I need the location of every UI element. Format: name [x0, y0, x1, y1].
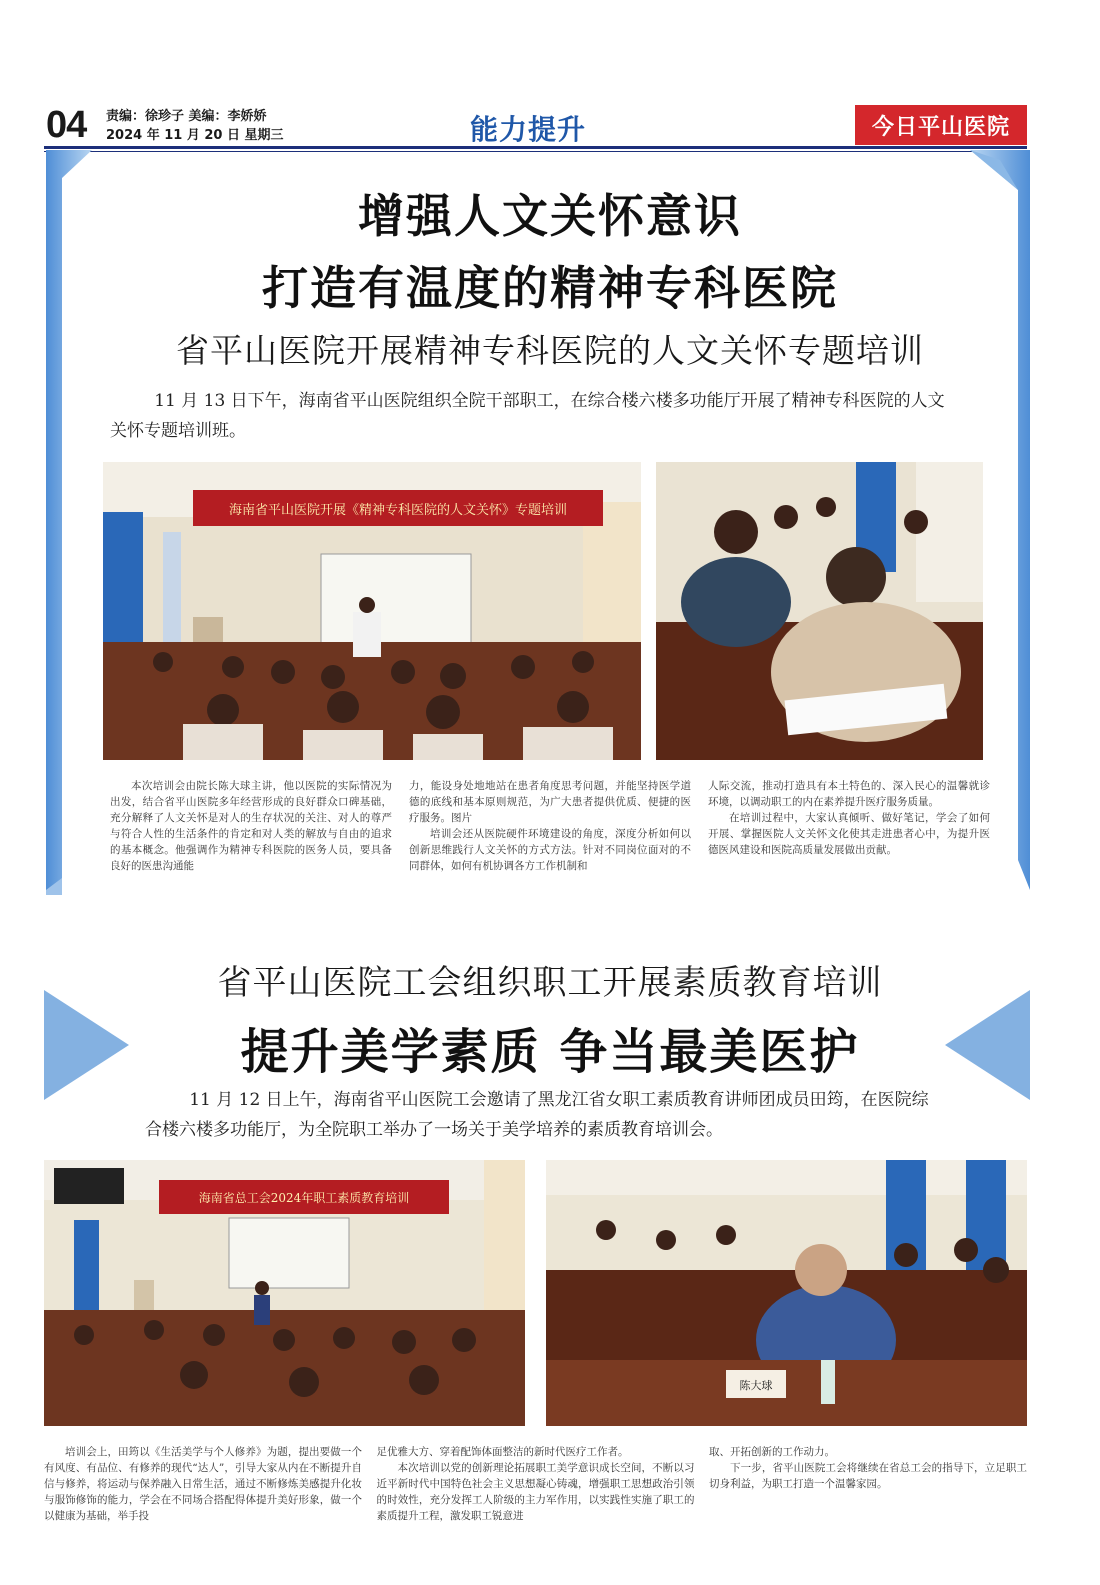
article1-col3-p2: 在培训过程中，大家认真倾听、做好笔记，学会了如何开展、掌握医院人文关怀文化使其走进患者心中，为提升医德医风建设和医院高质量发展做出贡献。 — [708, 812, 990, 856]
article2-photo-training-hall — [44, 1160, 525, 1426]
photo3-banner-text: 海南省总工会2024年职工素质教育培训 — [198, 1191, 410, 1205]
publication-badge: 今日平山医院 — [855, 105, 1027, 145]
article2-headline: 提升美学素质 争当最美医护 — [240, 1024, 860, 1080]
article1-lede: 11 月 13 日下午，海南省平山医院组织全院干部职工，在综合楼六楼多功能厅开展了精神专科医院的人文关怀专题培训班。 — [110, 391, 945, 441]
masthead-rule — [44, 146, 1027, 149]
article1-headline-1: 增强人文关怀意识 — [358, 189, 742, 243]
article1-headline-2: 打造有温度的精神专科医院 — [262, 261, 838, 315]
article2-col2 — [377, 1444, 695, 1524]
article2-col1 — [44, 1444, 362, 1524]
article1-col2 — [409, 778, 691, 874]
article1-photo-attendee-notes — [656, 462, 983, 760]
credits — [106, 107, 284, 145]
article2-col3 — [709, 1444, 1027, 1524]
section-title: 能力提升 — [470, 113, 587, 146]
article1-photo-lecture-hall — [103, 462, 641, 760]
article2-col3-p2: 下一步，省平山医院工会将继续在省总工会的指导下，立足职工切身利益，为职工打造一个温馨家园。 — [709, 1462, 1027, 1490]
date-line: 2024 年 11 月 20 日 星期三 — [106, 128, 284, 143]
article2-lede: 11 月 12 日上午，海南省平山医院工会邀请了黑龙江省女职工素质教育讲师团成员田筠，在医院综合楼六楼多功能厅，为全院职工举办了一场关于美学培养的素质教育培训会。 — [145, 1090, 929, 1140]
article1-col3-p1: 人际交流，推动打造具有本土特色的、深入民心的温馨就诊环境，以调动职工的内在素养提升医疗服务质量。 — [708, 780, 990, 808]
article1-body — [110, 778, 990, 874]
article2-col3-p1: 取、开拓创新的工作动力。 — [709, 1446, 835, 1458]
article1-col3 — [708, 778, 990, 874]
article2-photo-attendee-nameplate — [546, 1160, 1027, 1426]
article1-col2-p1: 力，能设身处地地站在患者角度思考问题，并能坚持医学道德的底线和基本原则规范，为广大患者提供优质、便捷的医疗服务。图片 — [409, 780, 691, 824]
article1-col2-p2: 培训会还从医院硬件环境建设的角度，深度分析如何以创新思维践行人文关怀的方式方法。针对不同岗位面对的不同群体，如何有机协调各方工作机制和 — [409, 828, 691, 872]
article2-col2-p1: 足优雅大方、穿着配饰体面整洁的新时代医疗工作者。 — [376, 1446, 629, 1458]
photo4-nameplate-text: 陈大球 — [739, 1379, 773, 1392]
article1-subhead: 省平山医院开展精神专科医院的人文关怀专题培训 — [176, 331, 924, 370]
article2-col2-p2: 本次培训以党的创新理论拓展职工美学意识成长空间，不断以习近平新时代中国特色社会主义思想凝心铸魂，增强职工思想政治引领的时效性，充分发挥工人阶级的主力军作用，以实践性实施了职工的素质提升工程，激发职工锐意进 — [376, 1462, 695, 1522]
article1-col1-text: 本次培训会由院长陈大球主讲，他以医院的实际情况为出发，结合省平山医院多年经营形成的良好群众口碑基础，充分解释了人文关怀是对人的生存状况的关注、对人的尊严与符合人性的生活条件的肯定和对人类的解放与自由的追求的基本概念。他强调作为精神专科医院的医务人员，要具备良好的医患沟通能 — [110, 780, 392, 872]
article1-col1 — [110, 778, 392, 874]
article2-body — [44, 1444, 1027, 1524]
photo1-banner-text: 海南省平山医院开展《精神专科医院的人文关怀》专题培训 — [228, 503, 568, 518]
article2-subhead: 省平山医院工会组织职工开展素质教育培训 — [217, 963, 883, 1003]
page-number: 04 — [46, 104, 87, 146]
article2-col1-text: 培训会上，田筠以《生活美学与个人修养》为题，提出要做一个有风度、有品位、有修养的现代“达人”，引导大家从内在不断提升自信与修养，将运动与保养融入日常生活，通过不断修炼美感提升化妆与服饰修饰的能力，学会在不同场合搭配得体提升美好形象，做一个以健康为基础，举手投 — [44, 1446, 362, 1522]
editor-line: 责编：徐珍子 美编：李娇娇 — [106, 109, 267, 124]
